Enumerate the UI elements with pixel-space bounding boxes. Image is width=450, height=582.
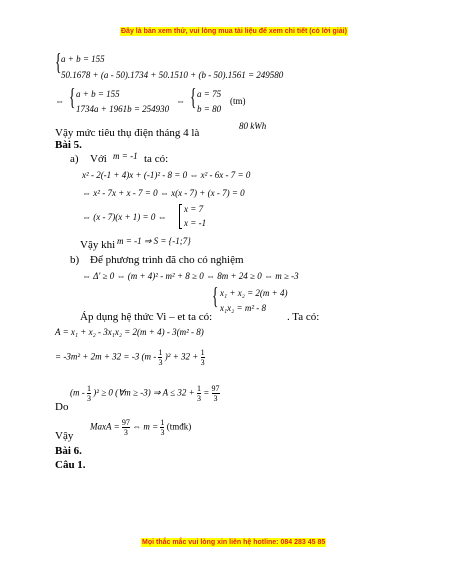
- frac-den: 3: [200, 358, 205, 367]
- fraction-one-third: [158, 348, 162, 367]
- conclusion-value: 80 kWh: [239, 121, 267, 131]
- equiv-symbol: ⇔: [55, 96, 64, 106]
- part-b-intro: Để phương trình đã cho có nghiệm: [90, 254, 244, 266]
- left-brace: {: [190, 85, 197, 111]
- section-title-cau1: Câu 1.: [55, 459, 86, 471]
- vieta-product: x₁x₂ = m² - 8: [220, 303, 267, 313]
- fraction-one-third: [160, 418, 164, 437]
- fraction-one-third: [87, 384, 91, 403]
- equiv-symbol: ⇔: [176, 96, 185, 106]
- max-end: (tmđk): [166, 421, 192, 432]
- part-a-line3: ⇔ (x - 7)(x + 1) = 0 ⇔: [82, 212, 167, 222]
- part-b-label: b): [70, 254, 80, 266]
- vieta-suffix: . Ta có:: [287, 311, 320, 323]
- bracket-top: [179, 204, 182, 205]
- equiv-right-eq2: b = 80: [197, 104, 222, 114]
- equiv-right-eq1: a = 75: [197, 89, 222, 99]
- part-a-line1: x² - 2(-1 + 4)x + (-1)² - 8 = 0 ⇔ x² - 6x - 7 = 0: [82, 170, 251, 180]
- part-a-condition: m = -1: [113, 151, 138, 161]
- frac-den: 3: [196, 394, 201, 403]
- conclusion-text: Vậy mức tiêu thụ điện tháng 4 là: [55, 127, 200, 139]
- frac-num: 97: [121, 418, 130, 427]
- part-a-intro: Với: [90, 153, 107, 165]
- frac-den: 3: [158, 358, 163, 367]
- vieta-sum: x₁ + x₂ = 2(m + 4): [220, 288, 288, 298]
- frac-num: 1: [158, 348, 163, 357]
- equiv-unit: (tm): [230, 96, 246, 106]
- A-line2-end: + 32 +: [172, 351, 199, 362]
- expression-A: A = x₁ + x₂ - 3x₁x₂ = 2(m + 4) - 3(m² - 8): [55, 327, 204, 337]
- hotline-banner: Mọi thắc mắc vui lòng xin liên hệ hotline: 084 283 45 85: [142, 539, 326, 546]
- part-b-delta: ⇔ Δ' ≥ 0 ⇔ (m + 4)² - m² + 8 ≥ 0 ⇔ 8m + 24 ≥ 0 ⇔ m ≥ -3: [82, 271, 299, 281]
- ineq-end: )² ≥ 0 (∀m ≥ -3) ⇒ A ≤ 32 +: [93, 387, 195, 398]
- equiv-left-eq2: 1734a + 1961b = 254930: [76, 104, 170, 114]
- frac-num: 97: [211, 384, 220, 393]
- frac-num: 1: [200, 348, 205, 357]
- inequality-line: [70, 384, 220, 403]
- left-brace: {: [212, 284, 219, 310]
- vieta-text: Áp dụng hệ thức Vi – et ta có:: [80, 311, 213, 323]
- expression-A-line2: [55, 348, 205, 367]
- A-line2-paren-start: (m -: [141, 351, 157, 362]
- part-a-vay: Vậy khi: [80, 239, 116, 251]
- frac-num: 1: [196, 384, 201, 393]
- part-a-suffix: ta có:: [144, 153, 169, 165]
- frac-den: 3: [213, 394, 218, 403]
- frac-den: 3: [160, 428, 165, 437]
- fraction-97-thirds: [122, 418, 130, 437]
- section-title-bai5: Bài 5.: [55, 139, 82, 151]
- A-line2-paren-end: )²: [164, 351, 171, 362]
- part-a-line2: ⇔ x² - 7x + x - 7 = 0 ⇔ x(x - 7) + (x - 7) = 0: [82, 188, 245, 198]
- vay2-label: Vậy: [55, 430, 74, 442]
- fraction-one-third: [201, 348, 205, 367]
- left-brace: {: [69, 85, 76, 111]
- max-mid: ⇔ m =: [132, 421, 159, 432]
- bracket-bar: [179, 204, 180, 229]
- fraction-one-third: [197, 384, 201, 403]
- frac-num: 1: [87, 384, 91, 393]
- equiv-left-eq1: a + b = 155: [76, 89, 120, 99]
- system1-eq2: 50.1678 + (a - 50).1734 + 50.1510 + (b - 50).1561 = 249580: [61, 70, 284, 80]
- part-a-result: m = -1 ⇒ S = {-1;7}: [117, 236, 191, 246]
- A-line2-start: = -3m² + 2m + 32 = -3: [55, 351, 140, 362]
- frac-den: 3: [123, 428, 128, 437]
- do-label: Do: [55, 401, 69, 413]
- max-line: [90, 418, 191, 437]
- section-title-bai6: Bài 6.: [55, 445, 82, 457]
- bracket-bottom: [179, 228, 182, 229]
- frac-num: 1: [160, 418, 165, 427]
- system1-eq1: a + b = 155: [61, 54, 105, 64]
- part-a-root2: x = -1: [184, 218, 207, 228]
- fraction-97-thirds: [212, 384, 220, 403]
- frac-den: 3: [87, 394, 91, 403]
- max-start: MaxA =: [90, 421, 120, 432]
- ineq-start: (m -: [70, 387, 85, 398]
- preview-notice-banner: Đây là bản xem thử, vui lòng mua tài liệu để xem chi tiết (có lời giải): [121, 28, 347, 35]
- part-a-root1: x = 7: [184, 204, 204, 214]
- part-a-label: a): [70, 153, 79, 165]
- ineq-eq: =: [203, 387, 210, 398]
- left-brace: {: [55, 50, 62, 76]
